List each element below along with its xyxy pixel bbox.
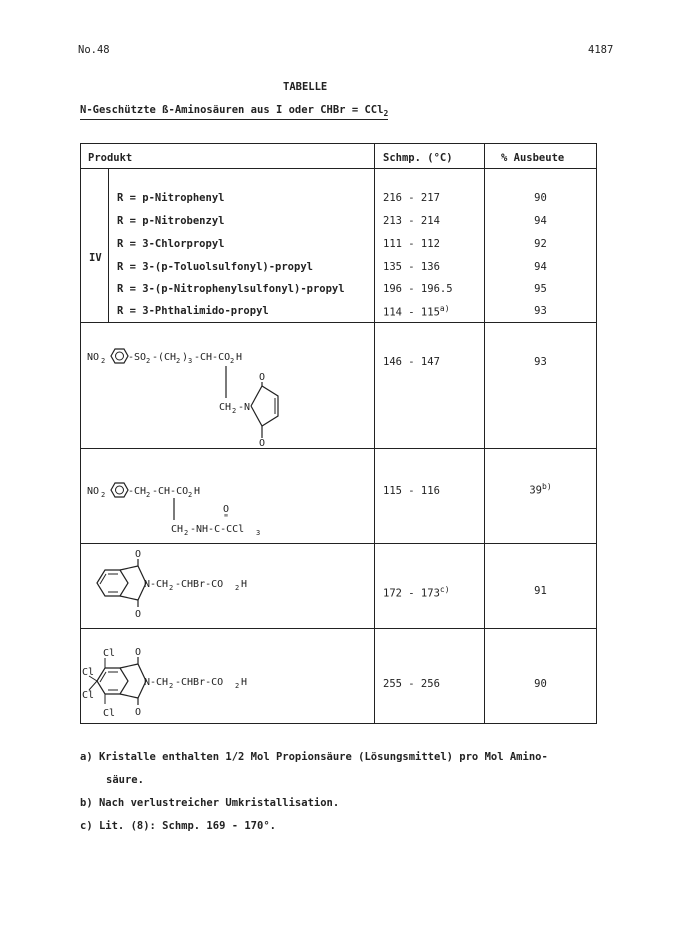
svg-text:2: 2 (232, 407, 237, 415)
table-row-substituent: R = 3-(p-Toluolsulfonyl)-propyl (117, 261, 313, 273)
table-cell-yield: 91 (534, 585, 547, 597)
header-rule (81, 168, 596, 169)
substituent-bond (89, 681, 97, 690)
table-cell-mp: 172 - 173$^{c)}$ (383, 585, 450, 600)
svg-text:-CH: -CH (128, 486, 147, 497)
svg-text:2: 2 (230, 357, 235, 365)
svg-text:-CHBr-CO: -CHBr-CO (175, 677, 224, 688)
svg-text:O: O (223, 504, 230, 515)
svg-text:2: 2 (184, 529, 189, 537)
structure-nitrophenylsulfonyl-maleimide (81, 322, 374, 448)
column-header-yield: % Ausbeute (501, 152, 565, 164)
table-row-substituent: R = 3-Phthalimido-propyl (117, 305, 269, 317)
svg-text:Cl: Cl (103, 648, 116, 659)
svg-text:2: 2 (146, 357, 151, 365)
svg-text:-N: -N (238, 402, 251, 413)
svg-text:2: 2 (188, 491, 193, 499)
journal-issue: No.48 (78, 44, 110, 56)
svg-text:-CH-CO: -CH-CO (152, 486, 189, 497)
svg-text:O: O (135, 647, 142, 658)
svg-text:-SO: -SO (128, 352, 147, 363)
table-cell-yield: 95 (534, 283, 547, 295)
svg-text:2: 2 (176, 357, 181, 365)
double-bond-line (100, 672, 106, 682)
svg-text:3: 3 (188, 357, 193, 365)
aromatic-circle (116, 486, 124, 494)
table-cell-yield: 93 (534, 356, 547, 368)
data-table (80, 143, 597, 724)
column-header-mp: Schmp. (°C) (383, 152, 453, 164)
svg-text:-NH-C-CCl: -NH-C-CCl (190, 524, 245, 535)
footnote-a-continued: säure. (106, 774, 144, 786)
page-number: 4187 (588, 44, 614, 56)
table-subtitle: N-Geschützte ß-Aminosäuren aus I oder CHBr = CCl$_2$ (80, 104, 389, 119)
svg-text:O: O (135, 707, 142, 718)
svg-text:O: O (259, 372, 266, 383)
svg-text:-CHBr-CO: -CHBr-CO (175, 579, 224, 590)
table-row-substituent: R = p-Nitrophenyl (117, 192, 225, 204)
imide-ring (120, 664, 146, 698)
double-bond-line (100, 574, 106, 584)
svg-text:H: H (236, 352, 243, 363)
structure-nitrobenzyl-trichloroacetamide (81, 448, 374, 543)
table-row-substituent: R = p-Nitrobenzyl (117, 215, 225, 227)
table-cell-yield: 94 (534, 261, 547, 273)
table-cell-mp: 146 - 147 (383, 356, 440, 368)
column-divider (484, 144, 485, 723)
table-cell-yield: 93 (534, 305, 547, 317)
svg-text:3: 3 (256, 529, 261, 537)
benzene-ring (111, 483, 128, 497)
maleimide-ring (251, 386, 278, 426)
footnote-b: b) Nach verlustreicher Umkristallisation. (80, 797, 340, 809)
footnote-marker: c) (439, 585, 450, 594)
structure-tetrachlorophthalimido-bromo-acid (81, 628, 374, 725)
svg-text:2: 2 (169, 584, 174, 592)
footnote-marker: a) (439, 304, 450, 313)
table-cell-yield: 39$^{b)}$ (529, 482, 552, 497)
group-label: IV (89, 252, 102, 264)
structure-phthalimido-bromo-acid (81, 543, 374, 628)
svg-text:H: H (241, 677, 248, 688)
imide-ring (120, 566, 146, 600)
svg-text:2: 2 (235, 584, 240, 592)
svg-text:Cl: Cl (103, 708, 116, 719)
footnote-a: a) Kristalle enthalten 1/2 Mol Propionsäure (Lösungsmittel) pro Mol Amino- (80, 751, 548, 763)
benzene-ring (111, 349, 128, 363)
svg-text:": " (223, 513, 230, 524)
svg-text:2: 2 (101, 357, 106, 365)
svg-text:CH: CH (219, 402, 232, 413)
table-cell-mp: 196 - 196.5 (383, 283, 453, 295)
svg-text:H: H (241, 579, 248, 590)
table-title: TABELLE (283, 81, 328, 93)
column-header-product: Produkt (88, 152, 133, 164)
table-cell-mp: 255 - 256 (383, 678, 440, 690)
table-row-substituent: R = 3-Chlorpropyl (117, 238, 225, 250)
svg-text:-CH-CO: -CH-CO (194, 352, 231, 363)
svg-text:2: 2 (169, 682, 174, 690)
table-cell-yield: 90 (534, 192, 547, 204)
svg-text:2: 2 (146, 491, 151, 499)
table-cell-mp: 111 - 112 (383, 238, 440, 250)
aromatic-circle (116, 352, 124, 360)
table-row-substituent: R = 3-(p-Nitrophenylsulfonyl)-propyl (117, 283, 345, 295)
svg-text:NO: NO (87, 486, 100, 497)
svg-text:): ) (182, 352, 189, 363)
svg-text:O: O (135, 609, 142, 620)
footnote-c: c) Lit. (8): Schmp. 169 - 170°. (80, 820, 276, 832)
svg-text:NO: NO (87, 352, 100, 363)
svg-text:O: O (259, 438, 266, 449)
svg-text:Cl: Cl (82, 667, 95, 678)
table-cell-mp: 135 - 136 (383, 261, 440, 273)
svg-text:Cl: Cl (82, 690, 95, 701)
table-cell-mp: 213 - 214 (383, 215, 440, 227)
svg-text:2: 2 (235, 682, 240, 690)
svg-text:CH: CH (171, 524, 184, 535)
group-divider (108, 169, 109, 322)
svg-text:O: O (135, 549, 142, 560)
column-divider (374, 144, 375, 723)
table-cell-mp: 114 - 115$^{a)}$ (383, 304, 450, 319)
svg-text:-(CH: -(CH (152, 352, 177, 363)
table-cell-yield: 92 (534, 238, 547, 250)
footnote-marker: b) (542, 482, 552, 491)
table-cell-mp: 216 - 217 (383, 192, 440, 204)
table-cell-yield: 90 (534, 678, 547, 690)
table-cell-mp: 115 - 116 (383, 485, 440, 497)
svg-text:N-CH: N-CH (144, 579, 169, 590)
table-cell-yield: 94 (534, 215, 547, 227)
svg-text:N-CH: N-CH (144, 677, 169, 688)
svg-text:H: H (194, 486, 201, 497)
svg-text:2: 2 (101, 491, 106, 499)
